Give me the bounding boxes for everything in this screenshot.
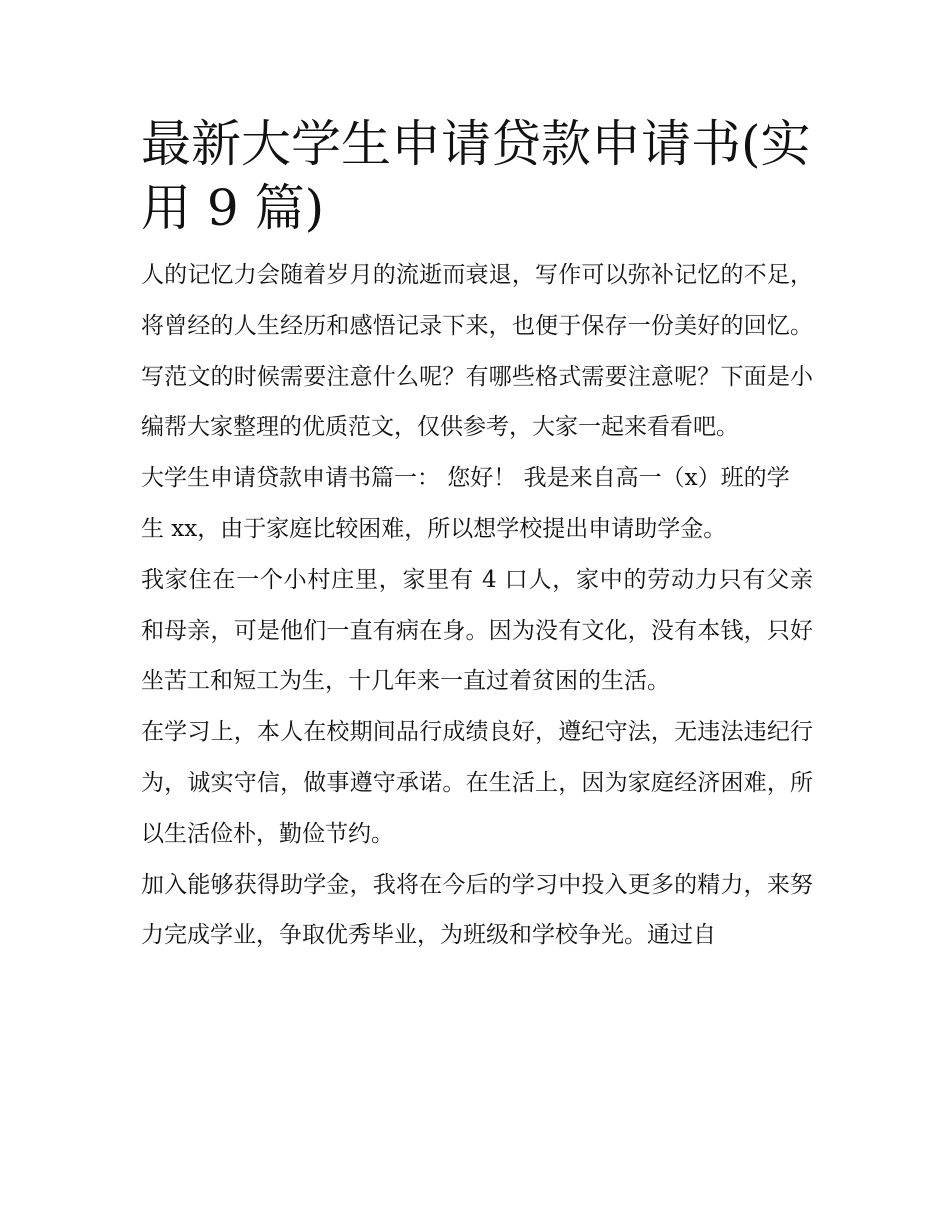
document-page xyxy=(141,112,813,961)
document-title: 最新大学生申请贷款申请书(实用 9 篇) xyxy=(141,115,811,237)
body-paragraph-2: 我家住在一个小村庄里，家里有 4 口人，家中的劳动力只有父亲和母亲，可是他们一直有病在身。因为没有文化，没有本钱，只好坐苦工和短工为生，十几年来一直过着贫困的生活。 xyxy=(141,566,813,695)
body-paragraph-1: 大学生申请贷款申请书篇一： 您好！ 我是来自高一（x）班的学生 xx，由于家庭比较困难，所以想学校提出申请助学金。 xyxy=(141,465,790,542)
body-paragraph-3: 在学习上，本人在校期间品行成绩良好，遵纪守法，无违法违纪行为，诚实守信，做事遵守承诺。在生活上，因为家庭经济困难，所以生活俭朴，勤俭节约。 xyxy=(141,719,813,847)
intro-paragraph: 人的记忆力会随着岁月的流逝而衰退，写作可以弥补记忆的不足，将曾经的人生经历和感悟记录下来，也便于保存一份美好的回忆。写范文的时候需要注意什么呢？有哪些格式需要注意呢？下面是小编帮大家整理的优质范文，仅供参考，大家一起来看看吧。 xyxy=(141,262,813,441)
body-paragraph-4: 加入能够获得助学金，我将在今后的学习中投入更多的精力，来努力完成学业，争取优秀毕业，为班级和学校争光。通过自 xyxy=(141,871,813,949)
